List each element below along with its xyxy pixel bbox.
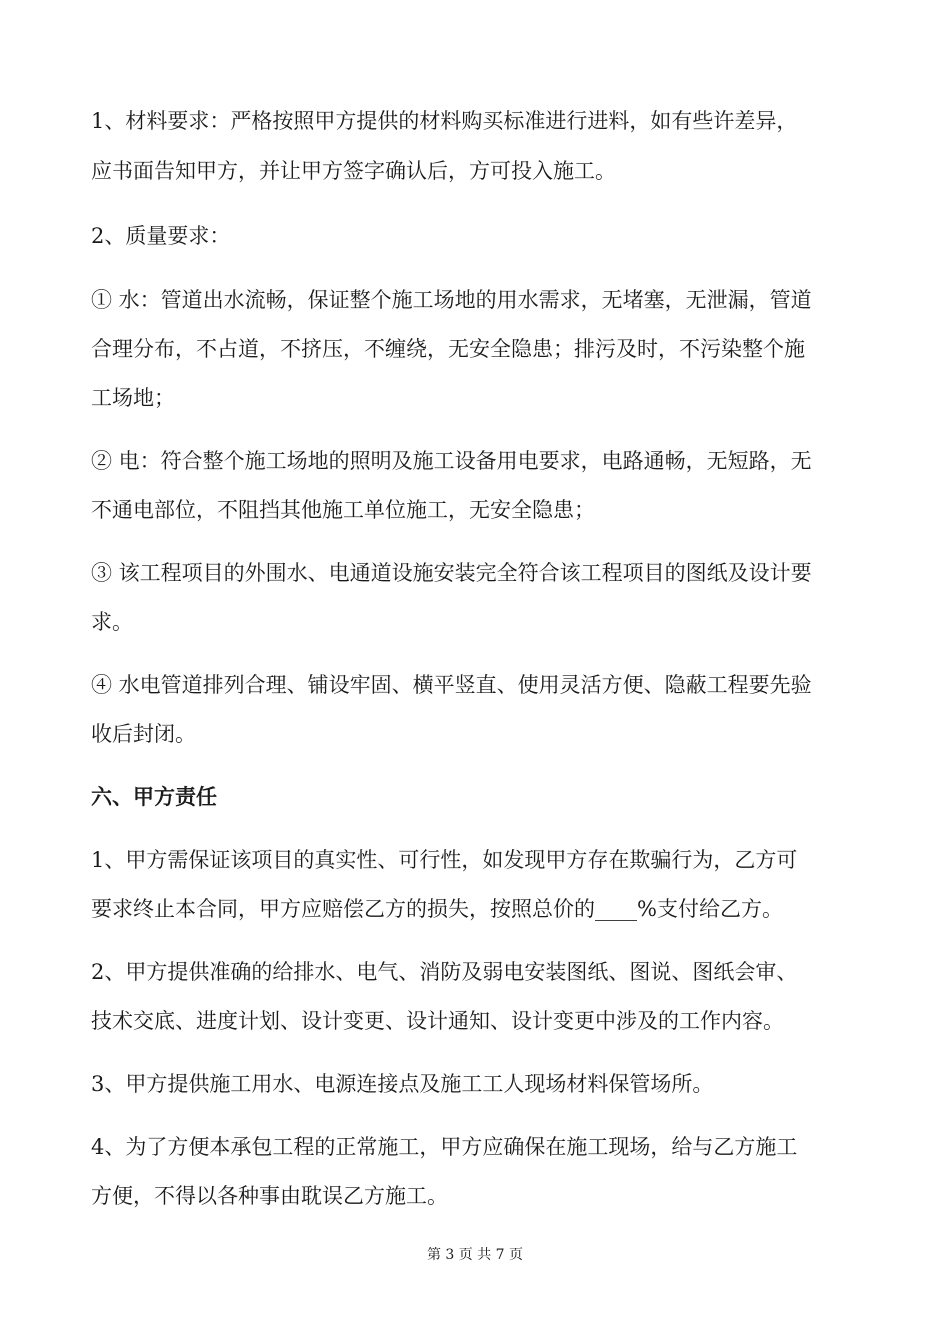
paragraph-line: 3、甲方提供施工用水、电源连接点及施工工人现场材料保管场所。 xyxy=(91,1072,714,1096)
paragraph-line: ① 水：管道出水流畅，保证整个施工场地的用水需求，无堵塞，无泄漏，管道 xyxy=(91,288,812,312)
paragraph-line: 方便，不得以各种事由耽误乙方施工。 xyxy=(91,1184,448,1208)
paragraph-line: 1、材料要求：严格按照甲方提供的材料购买标准进行进料，如有些许差异， xyxy=(91,109,798,133)
paragraph-line: 求。 xyxy=(91,610,133,634)
paragraph-line: ② 电：符合整个施工场地的照明及施工设备用电要求，电路通畅，无短路，无 xyxy=(91,449,812,473)
page-number-footer: 第 3 页 共 7 页 xyxy=(426,1247,524,1263)
paragraph-line: 收后封闭。 xyxy=(91,722,196,746)
paragraph-line: 合理分布，不占道，不挤压，不缠绕，无安全隐患；排污及时，不污染整个施 xyxy=(91,337,805,361)
paragraph-line: 1、甲方需保证该项目的真实性、可行性，如发现甲方存在欺骗行为，乙方可 xyxy=(91,848,798,872)
paragraph-line: 2、质量要求： xyxy=(91,224,231,248)
paragraph-line: 2、甲方提供准确的给排水、电气、消防及弱电安装图纸、图说、图纸会审、 xyxy=(91,960,798,984)
paragraph-line: 4、为了方便本承包工程的正常施工，甲方应确保在施工现场，给与乙方施工 xyxy=(91,1135,798,1159)
paragraph-line: 要求终止本合同，甲方应赔偿乙方的损失，按照总价的____%支付给乙方。 xyxy=(91,897,783,921)
paragraph-line: 技术交底、进度计划、设计变更、设计通知、设计变更中涉及的工作内容。 xyxy=(91,1009,784,1033)
paragraph-line: 不通电部位，不阻挡其他施工单位施工，无安全隐患； xyxy=(91,498,595,522)
paragraph-line: ④ 水电管道排列合理、铺设牢固、横平竖直、使用灵活方便、隐蔽工程要先验 xyxy=(91,673,812,697)
paragraph-line: ③ 该工程项目的外围水、电通道设施安装完全符合该工程项目的图纸及设计要 xyxy=(91,561,812,585)
section-heading: 六、甲方责任 xyxy=(91,785,217,809)
paragraph-line: 工场地； xyxy=(91,386,175,410)
paragraph-line: 应书面告知甲方，并让甲方签字确认后，方可投入施工。 xyxy=(91,159,616,183)
